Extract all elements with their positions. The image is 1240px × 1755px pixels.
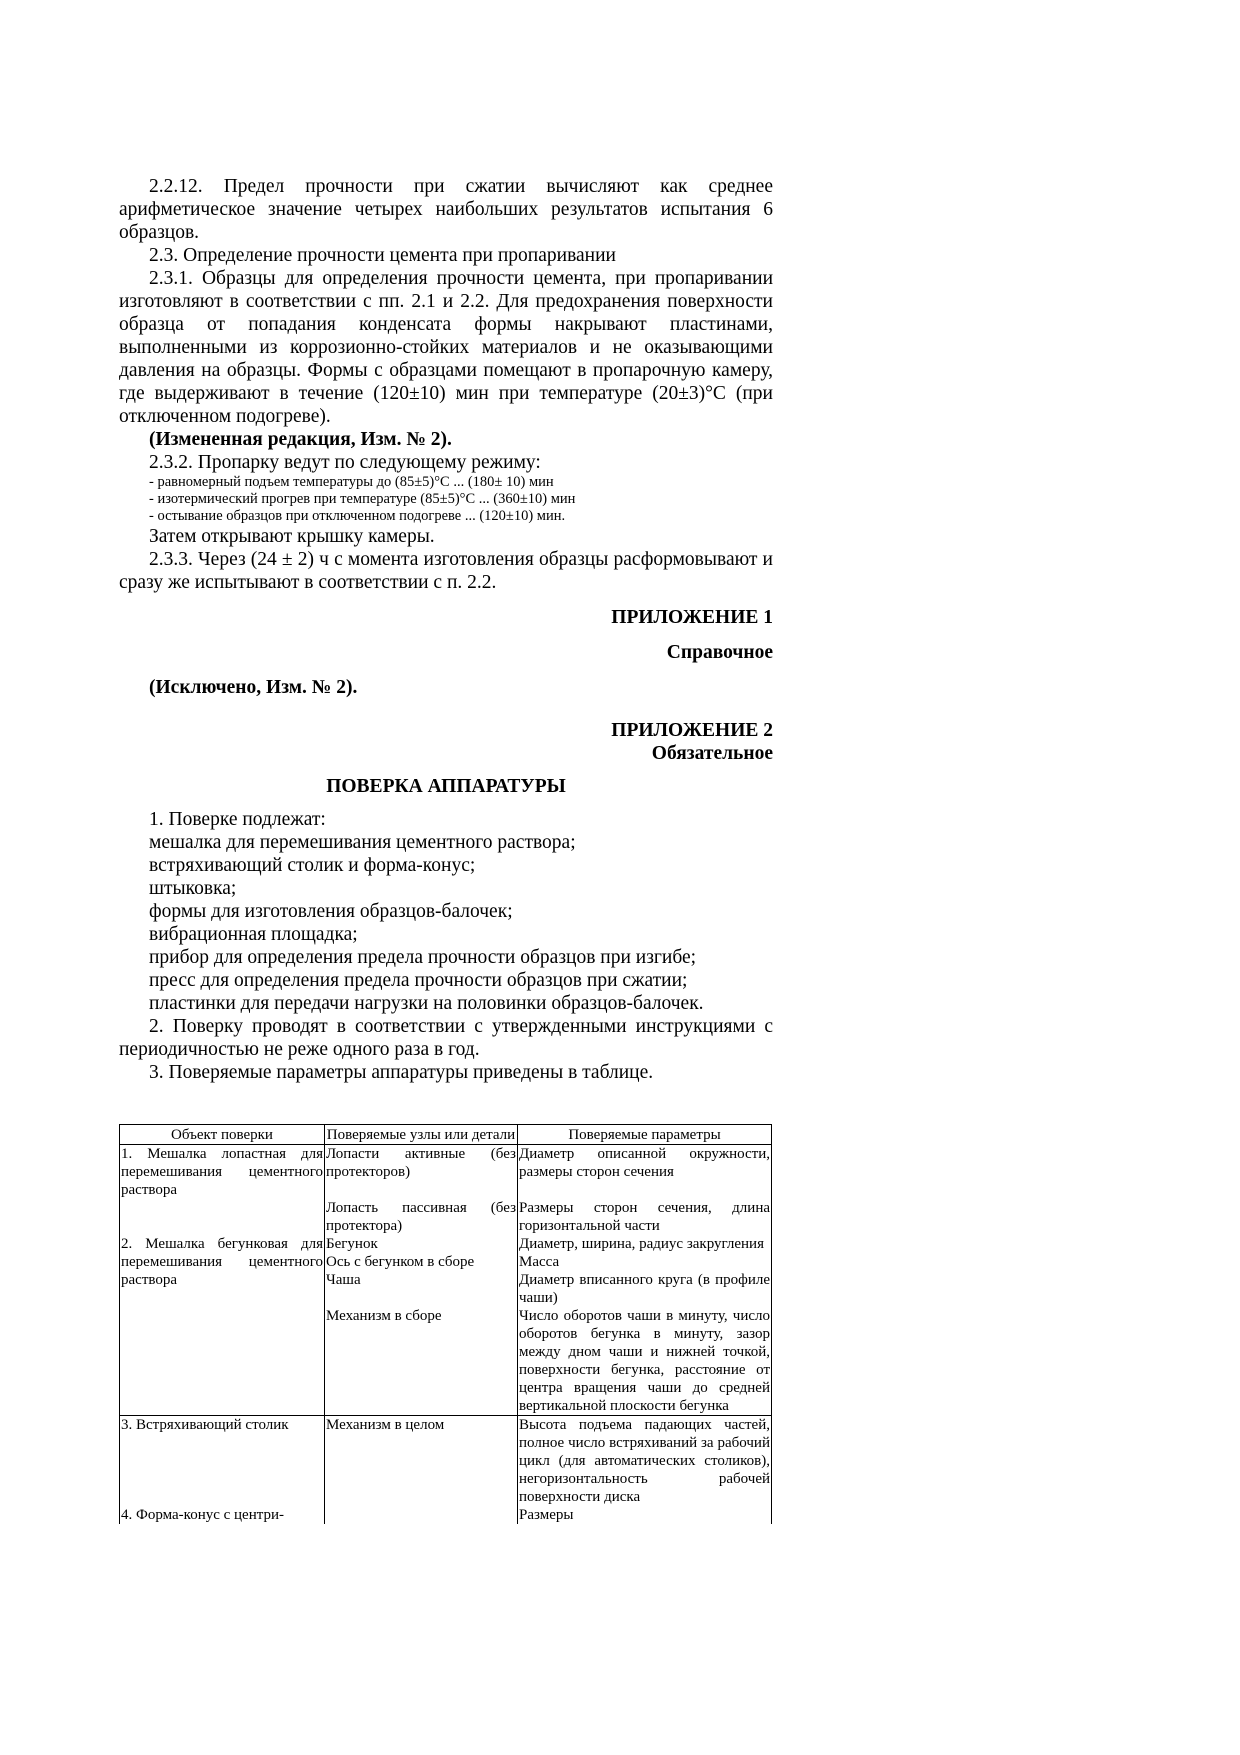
appendix-1-kind: Справочное xyxy=(666,642,773,663)
column-header: Поверяемые узлы или детали xyxy=(325,1125,518,1145)
table-cell: Механизм в целом xyxy=(325,1416,518,1507)
appendix-2-kind: Обязательное xyxy=(651,743,773,764)
checklist-item: формы для изготовления образцов-балочек; xyxy=(149,901,513,922)
checklist-item: вибрационная площадка; xyxy=(149,924,358,945)
table-row xyxy=(120,1416,772,1507)
table-cell: Диаметр описанной окружности, размеры сторон сечения xyxy=(519,1146,770,1180)
checklist-item: встряхивающий столик и форма-конус; xyxy=(149,855,476,876)
appendix-1-title: ПРИЛОЖЕНИЕ 1 xyxy=(611,607,773,628)
table-cell: Размеры xyxy=(518,1506,772,1524)
table-cell-empty xyxy=(325,1506,518,1524)
appendix-1-note: (Исключено, Изм. № 2). xyxy=(149,677,358,698)
column-header: Поверяемые параметры xyxy=(518,1125,772,1145)
table-cell: Высота подъема падающих частей, полное число встряхиваний за рабочий цикл (для автоматических столиков), негоризонтальность рабочей поверхности диска xyxy=(519,1417,770,1505)
table-cell: Лопасть пассивная (без протектора) xyxy=(325,1181,518,1235)
table-row xyxy=(120,1235,772,1253)
checklist-item: пресс для определения предела прочности образцов при сжатии; xyxy=(149,970,688,991)
table-cell: 2. Мешалка бегунковая для перемешивания цементного раствора xyxy=(120,1235,325,1416)
paragraph-open-chamber: Затем открывают крышку камеры. xyxy=(149,526,435,547)
mode-item-1: - равномерный подъем температуры до (85±5)°С ... (180± 10) мин xyxy=(149,474,554,490)
table-header-row xyxy=(120,1125,772,1145)
table-cell: 4. Форма-конус с центри- xyxy=(120,1506,325,1524)
table-cell: Бегунок xyxy=(325,1235,518,1253)
paragraph-2-2-12: 2.2.12. Предел прочности при сжатии вычисляют как среднее арифметическое значение четырех наибольших результатов испытания 6 образцов. xyxy=(119,176,773,243)
table-row xyxy=(120,1506,772,1524)
paragraph-2-3-3: 2.3.3. Через (24 ± 2) ч с момента изготовления образцы расформовывают и сразу же испытывают в соответствии с п. 2.2. xyxy=(119,549,773,593)
table-cell: 1. Мешалка лопастная для перемешивания цементного раствора xyxy=(120,1145,325,1236)
mode-item-2: - изотермический прогрев при температуре (85±5)°С ... (360±10) мин xyxy=(149,491,576,507)
table-cell: Ось с бегунком в сборе xyxy=(325,1253,518,1271)
table-cell: Масса xyxy=(518,1253,772,1271)
appendix-2-heading: ПОВЕРКА АППАРАТУРЫ xyxy=(326,776,566,797)
appendix-2-title: ПРИЛОЖЕНИЕ 2 xyxy=(611,720,773,741)
table-cell: Механизм в сборе xyxy=(325,1307,518,1416)
table-cell: Диаметр, ширина, радиус закругления xyxy=(518,1235,772,1253)
revision-note: (Измененная редакция, Изм. № 2). xyxy=(149,429,452,450)
table-cell: Число оборотов чаши в минуту, число оборотов бегунка в минуту, зазор между дном чаши и нижней точкой, поверхности бегунка, расстояние от центра вращения чаши до средней вертикальной плоскости бегунка xyxy=(519,1308,770,1414)
paragraph-appendix-2-3: 3. Поверяемые параметры аппаратуры приведены в таблице. xyxy=(149,1062,654,1083)
table-row xyxy=(120,1145,772,1182)
table-cell: Лопасти активные (без протекторов) xyxy=(326,1146,516,1180)
checklist-intro: 1. Поверке подлежат: xyxy=(149,809,326,830)
checklist-item: штыковка; xyxy=(149,878,237,899)
table-cell: Диаметр вписанного круга (в профиле чаши) xyxy=(519,1272,770,1306)
column-header: Объект поверки xyxy=(120,1125,325,1145)
table-cell: Чаша xyxy=(325,1271,518,1307)
paragraph-appendix-2-2: 2. Поверку проводят в соответствии с утвержденными инструкциями с периодичностью не реже одного раза в год. xyxy=(119,1016,773,1060)
checklist-item: мешалка для перемешивания цементного раствора; xyxy=(149,832,576,853)
checklist-item: прибор для определения предела прочности образцов при изгибе; xyxy=(149,947,697,968)
section-2-3-heading: 2.3. Определение прочности цемента при пропаривании xyxy=(149,245,616,266)
mode-item-3: - остывание образцов при отключенном подогреве ... (120±10) мин. xyxy=(149,508,566,524)
table-cell: Размеры сторон сечения, длина горизонтальной части xyxy=(518,1181,772,1235)
paragraph-2-3-1: 2.3.1. Образцы для определения прочности цемента, при пропаривании изготовляют в соответствии с пп. 2.1 и 2.2. Для предохранения поверхности образца от попадания конденсата формы накрывают пластинами, выполненными из коррозионно-стойких материалов и не оказывающими давления на образцы. Формы с образцами помещают в пропарочную камеру, где выдерживают в течение (120±10) мин при температуре (20±3)°С (при отключенном подогреве). xyxy=(119,268,773,427)
table-cell: 3. Встряхивающий столик xyxy=(120,1416,325,1507)
verification-table xyxy=(119,1124,772,1524)
checklist-item: пластинки для передачи нагрузки на половинки образцов-балочек. xyxy=(149,993,704,1014)
paragraph-2-3-2: 2.3.2. Пропарку ведут по следующему режиму: xyxy=(149,452,541,473)
document-page xyxy=(119,175,773,1084)
